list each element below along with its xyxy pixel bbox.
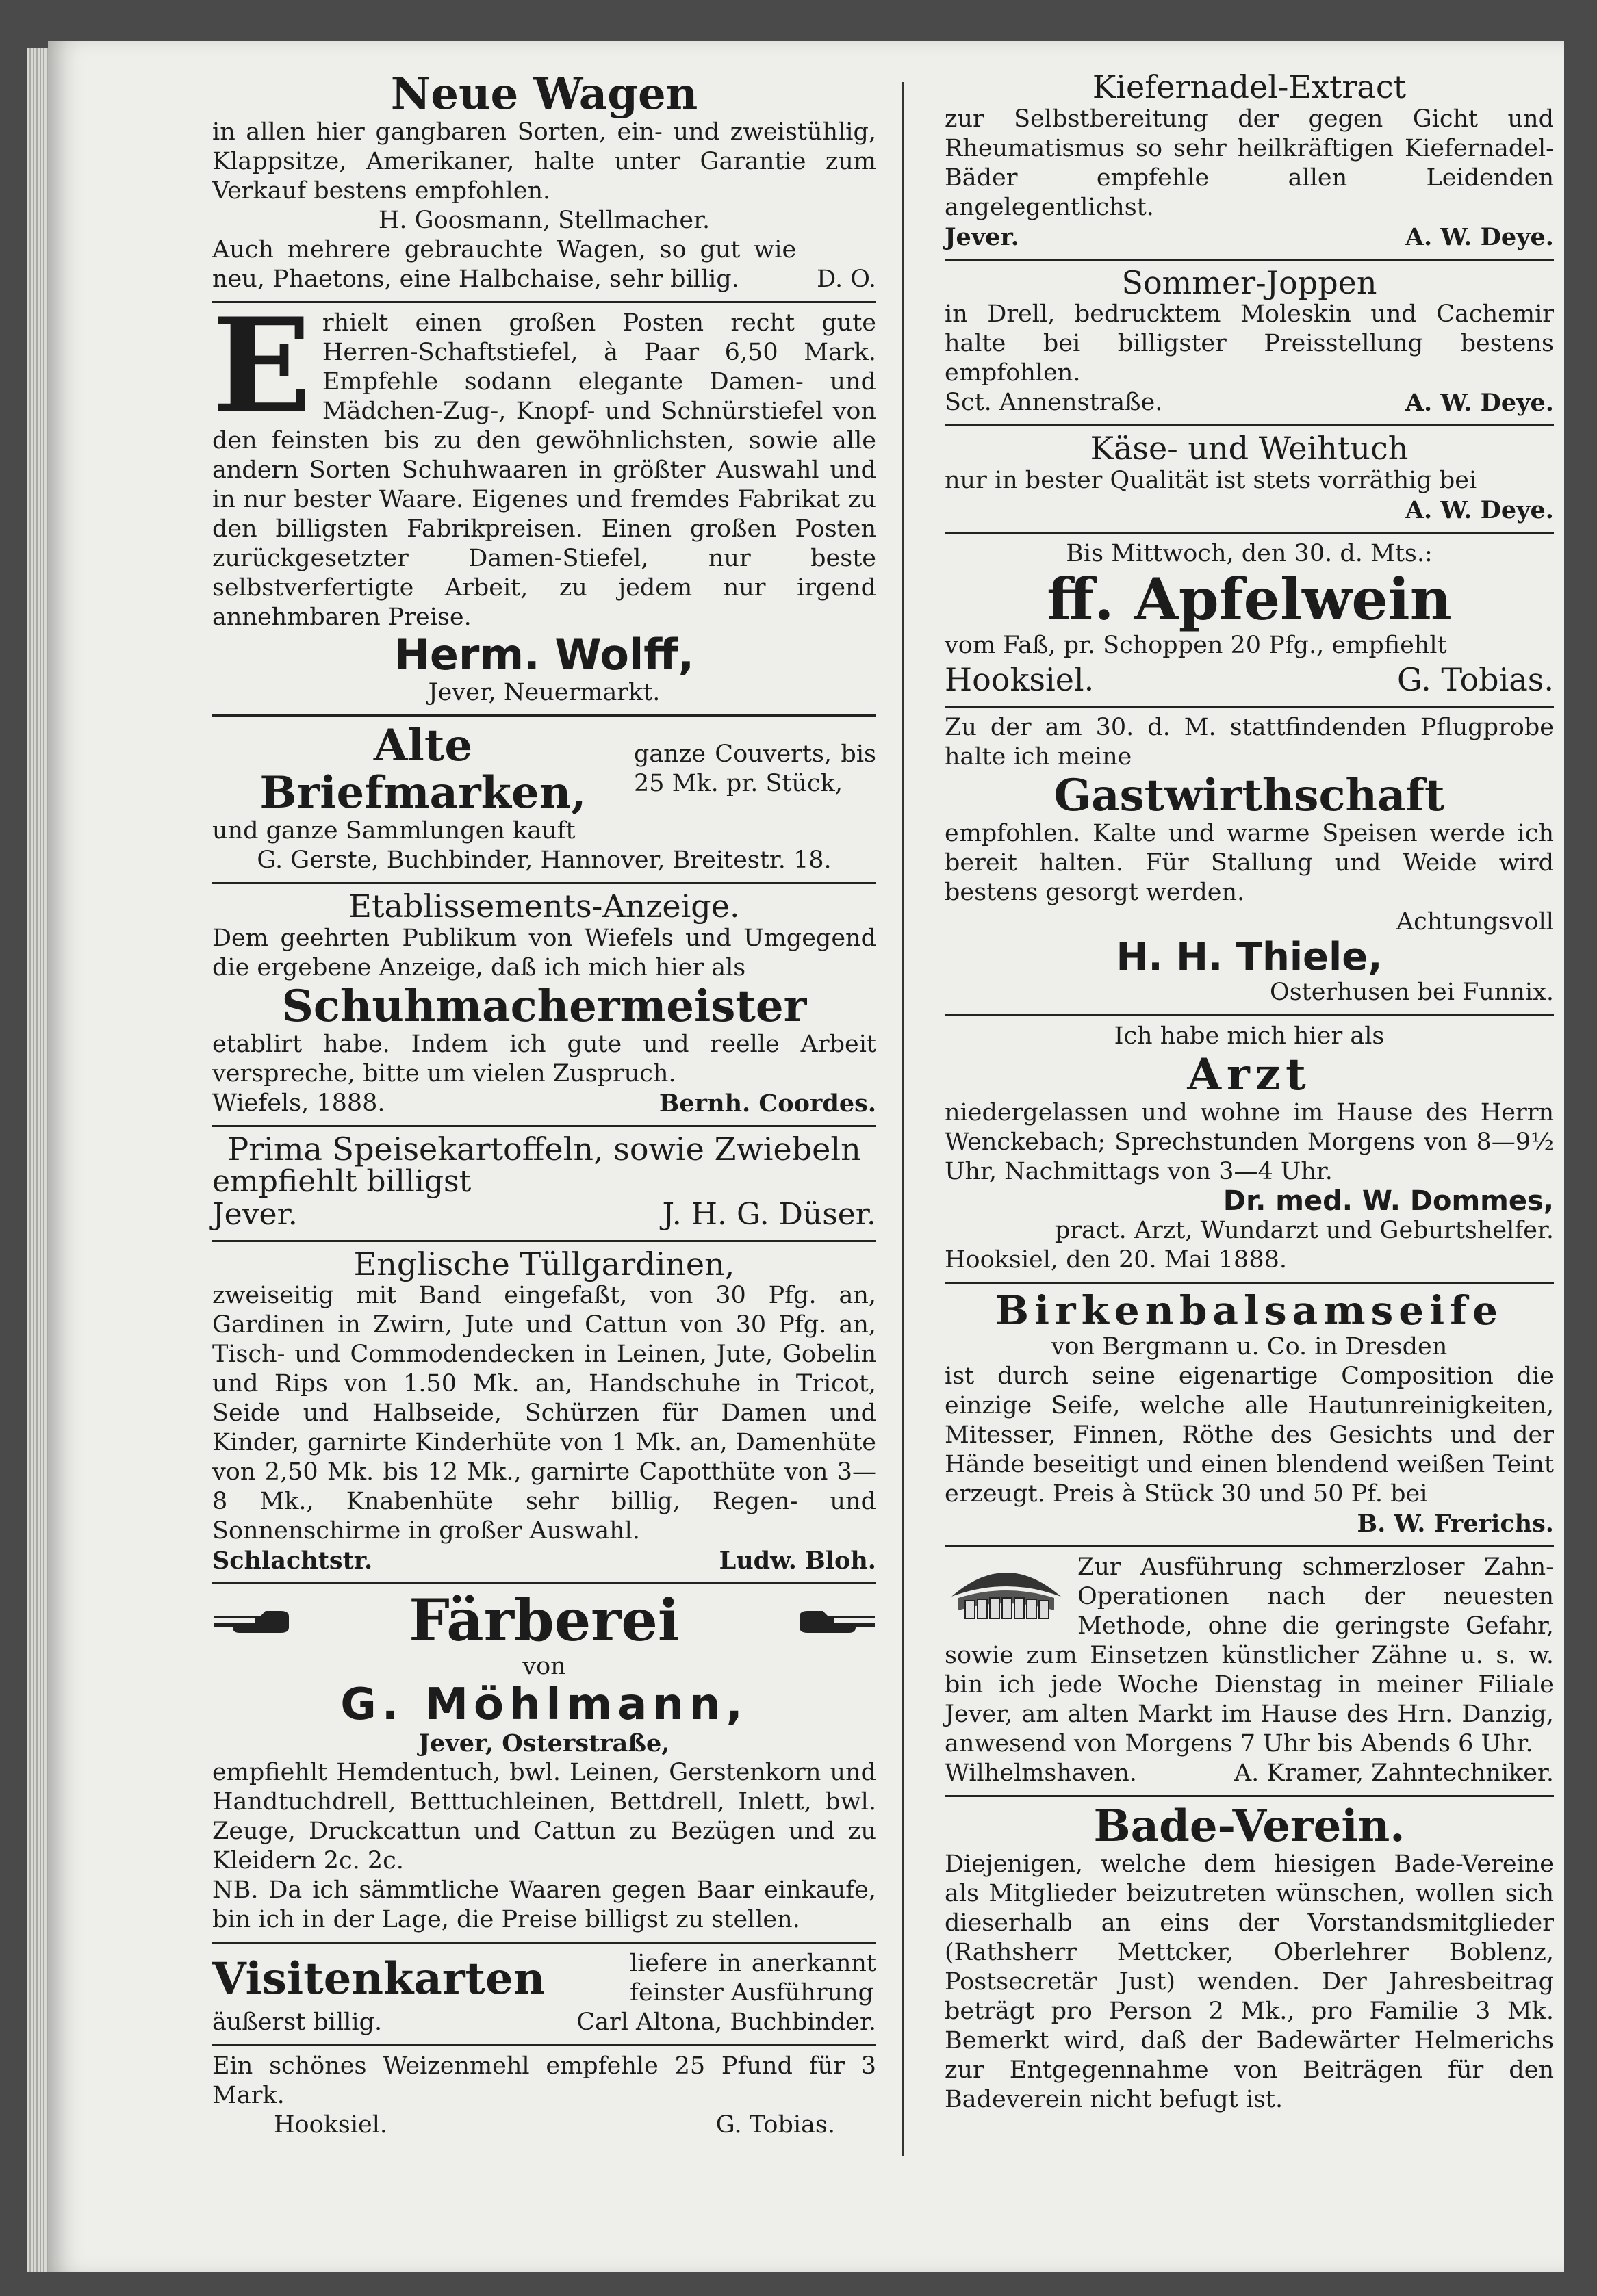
- ad-place: Hooksiel.: [945, 660, 1095, 698]
- ad-body: zweiseitig mit Band eingefaßt, von 30 Pfg. an, Gardinen in Zwirn, Jute und Cattun von 30 Pfg. an, Tisch- und Commodendecken in Leinen, Jute, Gobelin und Rips von 1.50 Mk. an, Handschuhe in Tricot, Seide und Halbseide, Schürzen für Damen und Kinder, garnirte Kinderhüte von 1 Mk. an, Damenhüte von 2,50 Mk. bis 12 Mk., garnirte Capotthüte von 3—8 Mk., Knabenhüte sehr billig, Regen- und Sonnenschirme in großer Auswahl.: [212, 1282, 876, 1545]
- ad-note-mark: D. O.: [817, 266, 876, 294]
- ad-kaese: [945, 426, 1554, 534]
- ad-title: ff. Apfelwein: [1047, 565, 1452, 634]
- ad-signer: A. W. Deye.: [1405, 389, 1554, 417]
- ad-body: nur in bester Qualität ist stets vorräthig bei: [945, 467, 1477, 495]
- ad-note: Auch mehrere gebrauchte Wagen, so gut wie neu, Phaetons, eine Halbchaise, sehr billig.: [212, 236, 797, 294]
- ad-role: pract. Arzt, Wundarzt und Geburtshelfer.: [1054, 1217, 1554, 1245]
- ad-body: Diejenigen, welche dem hiesigen Bade-Vereine als Mitglieder beizutreten wünschen, wollen sich dieserhalb an eins der Vorstandsmitglieder (Rathsherr Mettcker, Oberlehrer Boblenz, Postsecretär Just) wenden. Der Jahresbeitrag beträgt pro Person 2 Mk., pro Familie 3 Mk. Bemerkt wird, daß der Badewärter Helmerichs zur Entgegennahme von Beiträgen für den Badeverein nicht befugt ist.: [945, 1850, 1554, 2114]
- ad-tuellgardinen: [212, 1242, 876, 1585]
- ad-title: Prima Speisekartoffeln, sowie Zwiebeln: [227, 1131, 861, 1168]
- ad-arzt: [945, 1016, 1554, 1284]
- ad-body: in Drell, bedrucktem Moleskin und Cachemir halte bei billigster Preisstellung bestens empfohlen.: [945, 300, 1554, 387]
- ad-headline: Schuhmachermeister: [281, 980, 807, 1032]
- ad-signer: A. Kramer, Zahntechniker.: [1234, 1759, 1554, 1788]
- ad-side-text: liefere in anerkannt feinster Ausführung: [630, 1950, 876, 2007]
- ad-greeting: Achtungsvoll: [1396, 907, 1554, 936]
- ad-signer: Ludw. Bloh.: [719, 1547, 876, 1575]
- ad-bade-verein: [945, 1797, 1554, 2121]
- ad-title: Käse- und Weihtuch: [1090, 430, 1409, 467]
- ad-place: Sct. Annenstraße.: [945, 389, 1163, 417]
- ad-signer: Carl Altona, Buchbinder.: [576, 2009, 876, 2037]
- ad-title: Arzt: [1187, 1049, 1312, 1101]
- ad-title: Neue Wagen: [390, 68, 698, 120]
- ad-signer: G. Tobias.: [715, 2111, 835, 2139]
- ad-title: Visitenkarten: [212, 1952, 546, 2004]
- ad-title: Sommer-Joppen: [1121, 263, 1377, 301]
- ad-name: Dr. med. W. Dommes,: [1223, 1185, 1554, 1217]
- ad-body: vom Faß, pr. Schoppen 20 Pfg., empfiehlt: [945, 631, 1447, 659]
- ad-body: rhielt einen großen Posten recht gute Herren-Schaftstiefel, à Paar 6,50 Mark. Empfehle sodann elegante Damen- und Mädchen-Zug-, Knopf- und Schnürstiefel von den feinsten bis zu den gewöhnlichsten, sowie alle andern Sorten Schuhwaaren in größter Auswahl und in nur bester Waare. Eigenes und fremdes Fabrikat zu den billigsten Fabrikpreisen. Einen großen Posten zurückgesetzter Damen-Stiefel, nur beste selbstverfertigte Arbeit, zu jedem nur irgend annehmbaren Preise.: [212, 309, 876, 632]
- ad-title: Bade-Verein.: [1093, 1801, 1405, 1853]
- ad-signer: Bernh. Coordes.: [659, 1089, 876, 1118]
- ad-place: Osterhusen bei Funnix.: [1270, 979, 1554, 1007]
- ad-sommer-joppen: [945, 261, 1554, 427]
- ad-intro: Ich habe mich hier als: [1114, 1022, 1385, 1050]
- ad-gastwirthschaft: [945, 708, 1554, 1017]
- ad-intro: Zu der am 30. d. M. stattfindenden Pflugprobe halte ich meine: [945, 713, 1554, 771]
- ad-by: von Bergmann u. Co. in Dresden: [1051, 1333, 1448, 1361]
- ad-apfelwein: [945, 534, 1554, 708]
- ad-place: Schlachtstr.: [212, 1547, 373, 1575]
- ad-briefmarken: [212, 717, 876, 884]
- ad-visitenkarten: [212, 1944, 876, 2046]
- ad-signer: J. H. G. Düser.: [662, 1196, 876, 1232]
- ad-place: Wilhelmshaven.: [945, 1759, 1137, 1788]
- ad-signer: A. W. Deye.: [1405, 496, 1554, 525]
- ad-place: Hooksiel.: [274, 2111, 388, 2139]
- ad-signer: G. Gerste, Buchbinder, Hannover, Breitestr. 18.: [257, 847, 832, 875]
- ad-name: Herm. Wolff,: [394, 630, 695, 680]
- ad-body: niedergelassen und wohne im Hause des Herrn Wenckebach; Sprechstunden Morgens von 8—9½ Uhr, Nachmittags von 3—4 Uhr.: [945, 1099, 1554, 1186]
- ad-signer: B. W. Frerichs.: [1357, 1510, 1554, 1538]
- ad-signer: A. W. Deye.: [1405, 222, 1554, 251]
- ad-faerberei: [212, 1584, 876, 1944]
- ad-title: Englische Tüllgardinen,: [353, 1245, 735, 1282]
- ad-body: empfiehlt Hemdentuch, bwl. Leinen, Gerstenkorn und Handtuchdrell, Betttuchleinen, Bettdrell, Inlett, bwl. Zeuge, Druckcattun und Cattun zu Bezügen und zu Kleidern 2c. 2c.: [212, 1759, 876, 1875]
- ad-signer: G. Tobias.: [1397, 660, 1554, 698]
- ad-name: G. Möhlmann,: [340, 1679, 748, 1731]
- ad-side-text: ganze Couverts, bis 25 Mk. pr. Stück,: [633, 740, 876, 798]
- ad-place: Jever.: [945, 222, 1019, 251]
- pointing-hand-left-icon: [787, 1604, 876, 1638]
- ad-title: Kiefernadel-Extract: [1092, 68, 1407, 105]
- ad-von: von: [522, 1653, 566, 1681]
- ad-body: und ganze Sammlungen kauft: [212, 817, 576, 845]
- ad-place: Wiefels, 1888.: [212, 1089, 385, 1118]
- ad-body: zur Selbstbereitung der gegen Gicht und Rheumatismus so sehr heilkräftigen Kiefernadel-Bäder empfehle allen Leidenden angelegentlichst.: [945, 105, 1554, 221]
- ad-body: äußerst billig.: [212, 2009, 383, 2037]
- ad-body: Ein schönes Weizenmehl empfehle 25 Pfund für 3 Mark.: [212, 2052, 876, 2110]
- ad-title: Färberei: [409, 1586, 680, 1655]
- ad-body: Zur Ausführung schmerzloser Zahn-Operationen nach der neuesten Methode, ohne die geringste Gefahr, sowie zum Einsetzen künstlicher Zähne u. s. w. bin ich jede Woche Dienstag in meiner Filiale Jever, am alten Markt im Hause des Hrn. Danzig, anwesend von Morgens 7 Uhr bis Abends 6 Uhr.: [945, 1553, 1554, 1758]
- left-column: [212, 65, 876, 2147]
- ad-title: Alte Briefmarken,: [259, 720, 587, 819]
- ad-body: in allen hier gangbaren Sorten, ein- und zweistühlig, Klappsitze, Amerikaner, halte unter Garantie zum Verkauf bestens empfohlen.: [212, 118, 876, 205]
- ad-title: Birkenbalsamseife: [995, 1287, 1504, 1334]
- ad-wolff: [212, 289, 876, 717]
- ad-title: Etablissements-Anzeige.: [348, 888, 740, 925]
- drop-initial: E: [212, 289, 311, 443]
- ad-neue-wagen: [212, 65, 876, 303]
- ad-weizenmehl: [212, 2046, 876, 2147]
- ad-etablissement: [212, 884, 876, 1127]
- ad-birkenbalsamseife: [945, 1284, 1554, 1547]
- ad-name: H. H. Thiele,: [1116, 934, 1383, 979]
- column-divider: [902, 82, 904, 2156]
- ad-date: Hooksiel, den 20. Mai 1888.: [945, 1246, 1287, 1274]
- ad-body: empfohlen. Kalte und warme Speisen werde ich bereit halten. Für Stallung und Weide wird bestens gesorgt werden.: [945, 819, 1554, 906]
- pointing-hand-right-icon: [212, 1604, 301, 1638]
- ad-intro: Dem geehrten Publikum von Wiefels und Umgegend die ergebene Anzeige, daß ich mich hier als: [212, 924, 876, 981]
- ad-body: ist durch seine eigenartige Composition die einzige Seife, welche alle Hautunreinigkeiten, Mitesser, Finnen, Röthe des Gesichts und der Hände beseitigt und einen blendend weißen Teint erzeugt. Preis à Stück 30 und 50 Pf. bei: [945, 1363, 1554, 1508]
- ad-place: Jever, Neuermarkt.: [428, 679, 661, 707]
- ad-kartoffeln: [212, 1127, 876, 1242]
- right-column: [945, 65, 1554, 2121]
- ad-title: Gastwirthschaft: [1053, 769, 1445, 821]
- ad-intro: Bis Mittwoch, den 30. d. Mts.:: [1066, 540, 1433, 568]
- ad-nb: NB. Da ich sämmtliche Waaren gegen Baar einkaufe, bin ich in der Lage, die Preise billigst zu stellen.: [212, 1876, 876, 1934]
- ad-kiefernadel: [945, 65, 1554, 261]
- ad-body: etablirt habe. Indem ich gute und reelle Arbeit verspreche, bitte um vielen Zuspruch.: [212, 1031, 876, 1088]
- ad-place: Jever, Osterstraße,: [418, 1729, 670, 1758]
- ad-zahntechniker: [945, 1547, 1554, 1797]
- ad-signer: H. Goosmann, Stellmacher.: [378, 207, 711, 235]
- ad-sub: empfiehlt billigst: [212, 1163, 472, 1199]
- denture-illustration-icon: [945, 1556, 1068, 1631]
- ad-place: Jever.: [212, 1196, 298, 1232]
